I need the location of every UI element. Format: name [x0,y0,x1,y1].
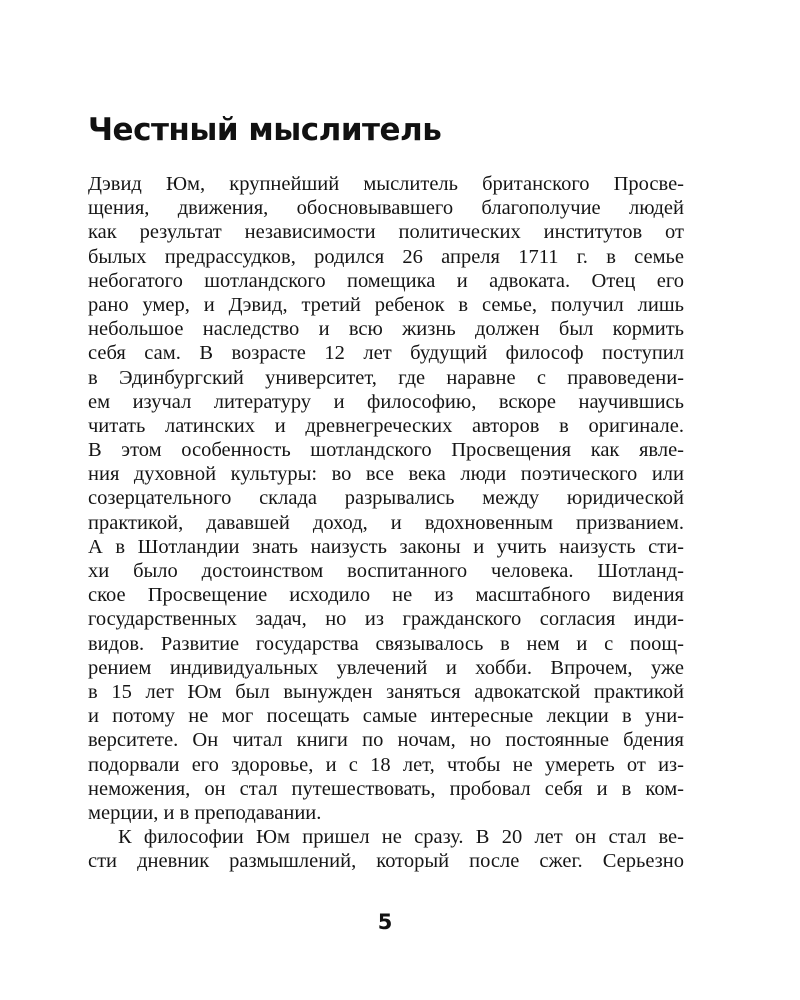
text-line: верситете. Он читал книги по ночам, но постоянные бдения [88,729,684,752]
text-line: читать латинских и древнегреческих авторов в оригинале. [88,414,684,437]
text-line: А в Шотландии знать наизусть законы и учить наизусть сти- [88,535,684,558]
text-line: сти дневник размышлений, который после сжег. Серьезно [88,850,684,873]
text-line: щения, движения, обосновывавшего благополучие людей [88,197,684,220]
text-line: небольшое наследство и всю жизнь должен был кормить [88,318,684,341]
page-number: 5 [377,910,393,934]
text-line: В этом особенность шотландского Просвещения как явле- [88,439,684,462]
text-line: себя сам. В возрасте 12 лет будущий философ поступил [88,342,684,365]
text-line: Дэвид Юм, крупнейший мыслитель британского Просве- [88,173,684,195]
text-line: рано умер, и Дэвид, третий ребенок в семье, получил лишь [88,293,684,316]
text-line: как результат независимости политических институтов от [88,221,684,244]
text-line: в 15 лет Юм был вынужден заняться адвокатской практикой [88,680,684,703]
text-line: небогатого шотландского помещика и адвоката. Отец его [88,269,684,292]
text-line: неможения, он стал путешествовать, пробовал себя и в ком- [88,777,684,800]
paragraph-start-line: К философии Юм пришел не сразу. В 20 лет он стал ве- [118,826,684,849]
text-line: и потому не мог посещать самые интересные лекции в уни- [88,705,684,728]
text-line: ем изучал литературу и философию, вскоре научившись [88,390,684,413]
chapter-heading: Честный мыслитель [88,112,442,148]
body-text [88,172,684,873]
text-line: подорвали его здоровье, и с 18 лет, чтобы не умереть от из- [88,753,684,776]
text-line: ния духовной культуры: во все века люди поэтического или [88,463,684,486]
text-line: практикой, дававшей доход, и вдохновенным призванием. [88,511,684,534]
text-line: созерцательного склада разрывались между юридической [88,487,684,510]
text-line: хи было достоинством воспитанного человека. Шотланд- [88,560,684,582]
text-line: рением индивидуальных увлечений и хобби. Впрочем, уже [88,656,684,679]
text-line: государственных задач, но из гражданского согласия инди- [88,608,684,631]
paragraph-end-line: мерции, и в преподавании. [88,801,322,824]
text-line: былых предрассудков, родился 26 апреля 1711 г. в семье [88,245,684,268]
text-line: в Эдинбургский университет, где наравне с правоведени- [88,366,684,389]
text-line: ское Просвещение исходило не из масштабного видения [88,584,684,607]
text-line: видов. Развитие государства связывалось в нем и с поощ- [88,632,684,655]
